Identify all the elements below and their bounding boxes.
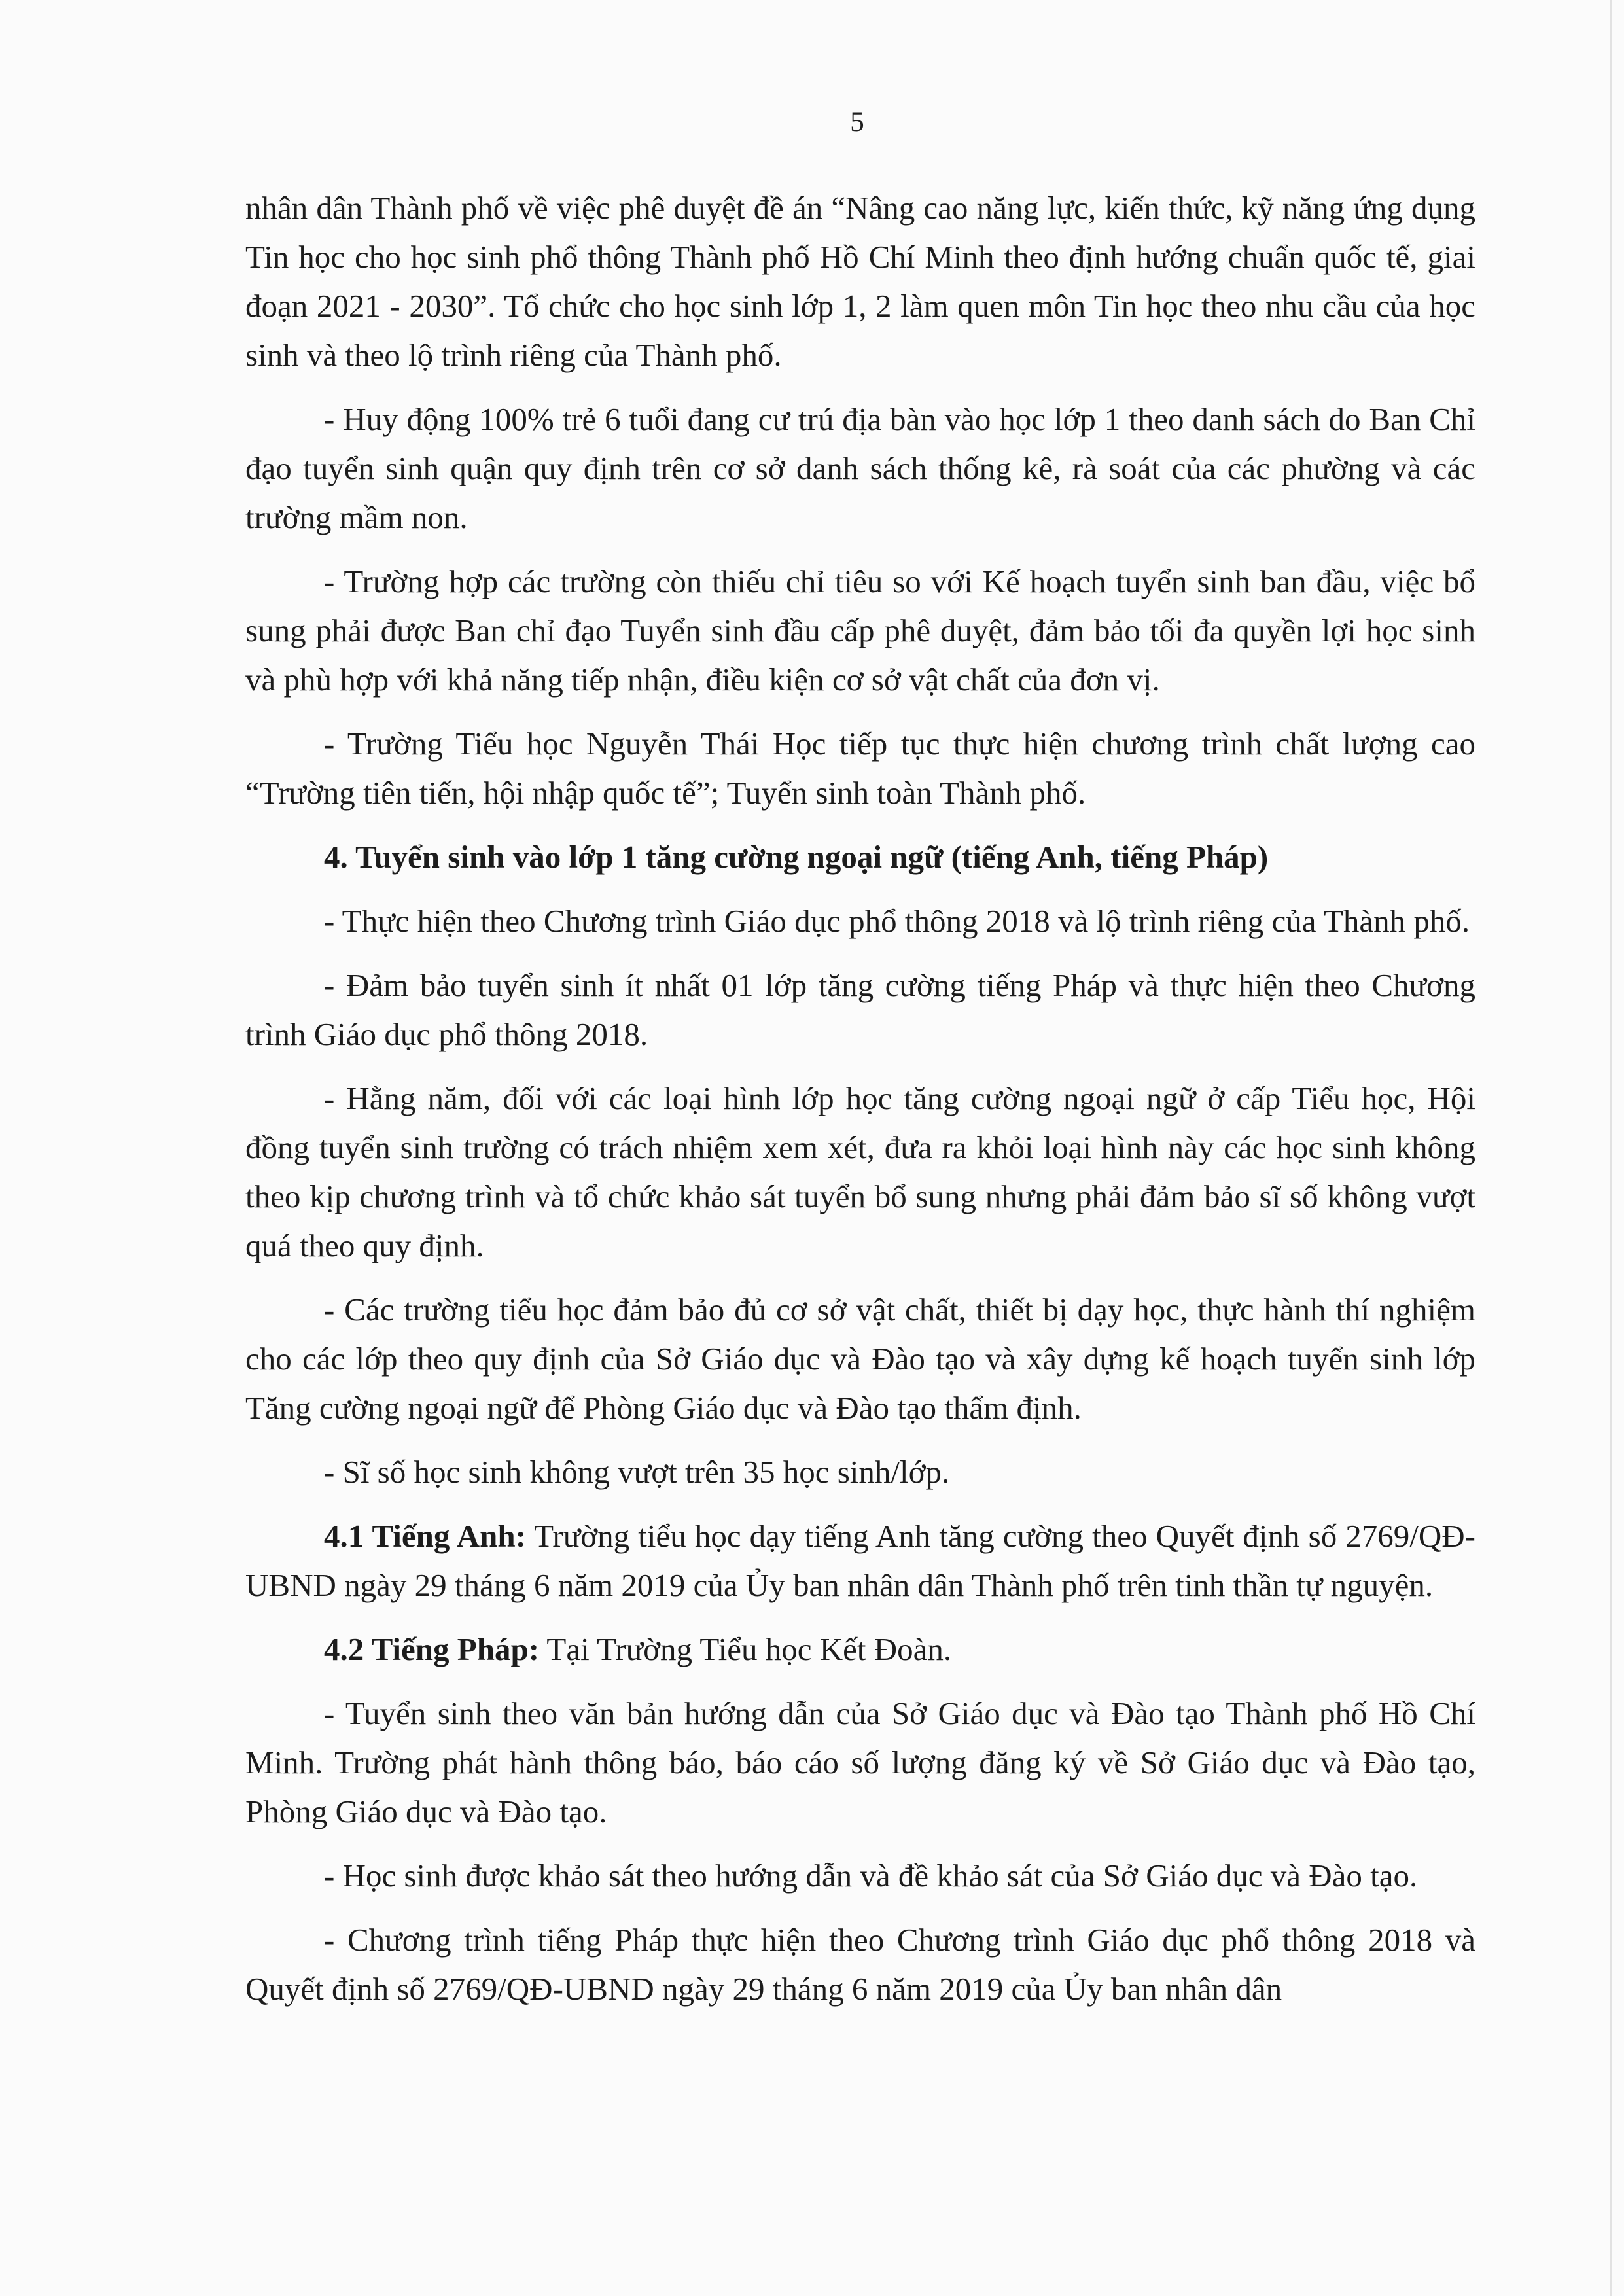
section-heading-4: 4. Tuyển sinh vào lớp 1 tăng cường ngoại ngữ (tiếng Anh, tiếng Pháp) bbox=[324, 839, 1269, 875]
paragraph-french-text: Tại Trường Tiểu học Kết Đoàn. bbox=[539, 1631, 952, 1667]
paragraph-french-program: - Chương trình tiếng Pháp thực hiện theo Chương trình Giáo dục phổ thông 2018 và Quyết định số 2769/QĐ-UBND ngày 29 tháng 6 năm 2019 của Ủy ban nhân dân bbox=[245, 1922, 1475, 2007]
paragraph-survey: - Học sinh được khảo sát theo hướng dẫn và đề khảo sát của Sở Giáo dục và Đào tạo. bbox=[324, 1858, 1418, 1894]
paragraph-french bbox=[245, 1625, 1475, 1674]
paragraph-english-text: Trường tiểu học dạy tiếng Anh tăng cường theo Quyết định số 2769/QĐ-UBND ngày 29 tháng 6 năm 2019 của Ủy ban nhân dân Thành phố trên tinh thần tự nguyện. bbox=[245, 1518, 1475, 1603]
document-body bbox=[245, 183, 1475, 2028]
paragraph-english bbox=[245, 1511, 1475, 1610]
paragraph-admission-guidance: - Tuyển sinh theo văn bản hướng dẫn của Sở Giáo dục và Đào tạo Thành phố Hồ Chí Minh. Trường phát hành thông báo, báo cáo số lượng đăng ký về Sở Giáo dục và Đào tạo, Phòng Giáo dục và Đào tạo. bbox=[245, 1695, 1475, 1829]
page-number: 5 bbox=[850, 107, 864, 137]
subheading-english: 4.1 Tiếng Anh: bbox=[324, 1518, 526, 1554]
scan-edge-line bbox=[1610, 0, 1612, 2296]
paragraph-french-class: - Đảm bảo tuyển sinh ít nhất 01 lớp tăng cường tiếng Pháp và thực hiện theo Chương trình Giáo dục phổ thông 2018. bbox=[245, 967, 1475, 1052]
paragraph-nguyen-thai-hoc: - Trường Tiểu học Nguyễn Thái Học tiếp tục thực hiện chương trình chất lượng cao “Trường tiên tiến, hội nhập quốc tế”; Tuyển sinh toàn Thành phố. bbox=[245, 726, 1475, 811]
paragraph-facilities: - Các trường tiểu học đảm bảo đủ cơ sở vật chất, thiết bị dạy học, thực hành thí nghiệm cho các lớp theo quy định của Sở Giáo dục và Đào tạo và xây dựng kế hoạch tuyển sinh lớp Tăng cường ngoại ngữ để Phòng Giáo dục và Đào tạo thẩm định. bbox=[245, 1292, 1475, 1426]
paragraph-annual-review: - Hằng năm, đối với các loại hình lớp học tăng cường ngoại ngữ ở cấp Tiểu học, Hội đồng tuyển sinh trường có trách nhiệm xem xét, đưa ra khỏi loại hình này các học sinh không theo kịp chương trình và tổ chức khảo sát tuyển bổ sung nhưng phải đảm bảo sĩ số không vượt quá theo quy định. bbox=[245, 1080, 1475, 1263]
paragraph-class-size: - Sĩ số học sinh không vượt trên 35 học sinh/lớp. bbox=[324, 1454, 950, 1490]
paragraph-program-2018: - Thực hiện theo Chương trình Giáo dục phổ thông 2018 và lộ trình riêng của Thành phố. bbox=[324, 903, 1470, 939]
paragraph-missing-quota: - Trường hợp các trường còn thiếu chỉ tiêu so với Kế hoạch tuyển sinh ban đầu, việc bổ sung phải được Ban chỉ đạo Tuyển sinh đầu cấp phê duyệt, đảm bảo tối đa quyền lợi học sinh và phù hợp với khả năng tiếp nhận, điều kiện cơ sở vật chất của đơn vị. bbox=[245, 563, 1475, 698]
paragraph-continuation: nhân dân Thành phố về việc phê duyệt đề án “Nâng cao năng lực, kiến thức, kỹ năng ứng dụng Tin học cho học sinh phổ thông Thành phố Hồ Chí Minh theo định hướng chuẩn quốc tế, giai đoạn 2021 - 2030”. Tổ chức cho học sinh lớp 1, 2 làm quen môn Tin học theo nhu cầu của học sinh và theo lộ trình riêng của Thành phố. bbox=[245, 190, 1475, 373]
subheading-french: 4.2 Tiếng Pháp: bbox=[324, 1631, 540, 1667]
paragraph-mobilize-children: - Huy động 100% trẻ 6 tuổi đang cư trú địa bàn vào học lớp 1 theo danh sách do Ban Chỉ đạo tuyển sinh quận quy định trên cơ sở danh sách thống kê, rà soát của các phường và các trường mầm non. bbox=[245, 401, 1475, 535]
